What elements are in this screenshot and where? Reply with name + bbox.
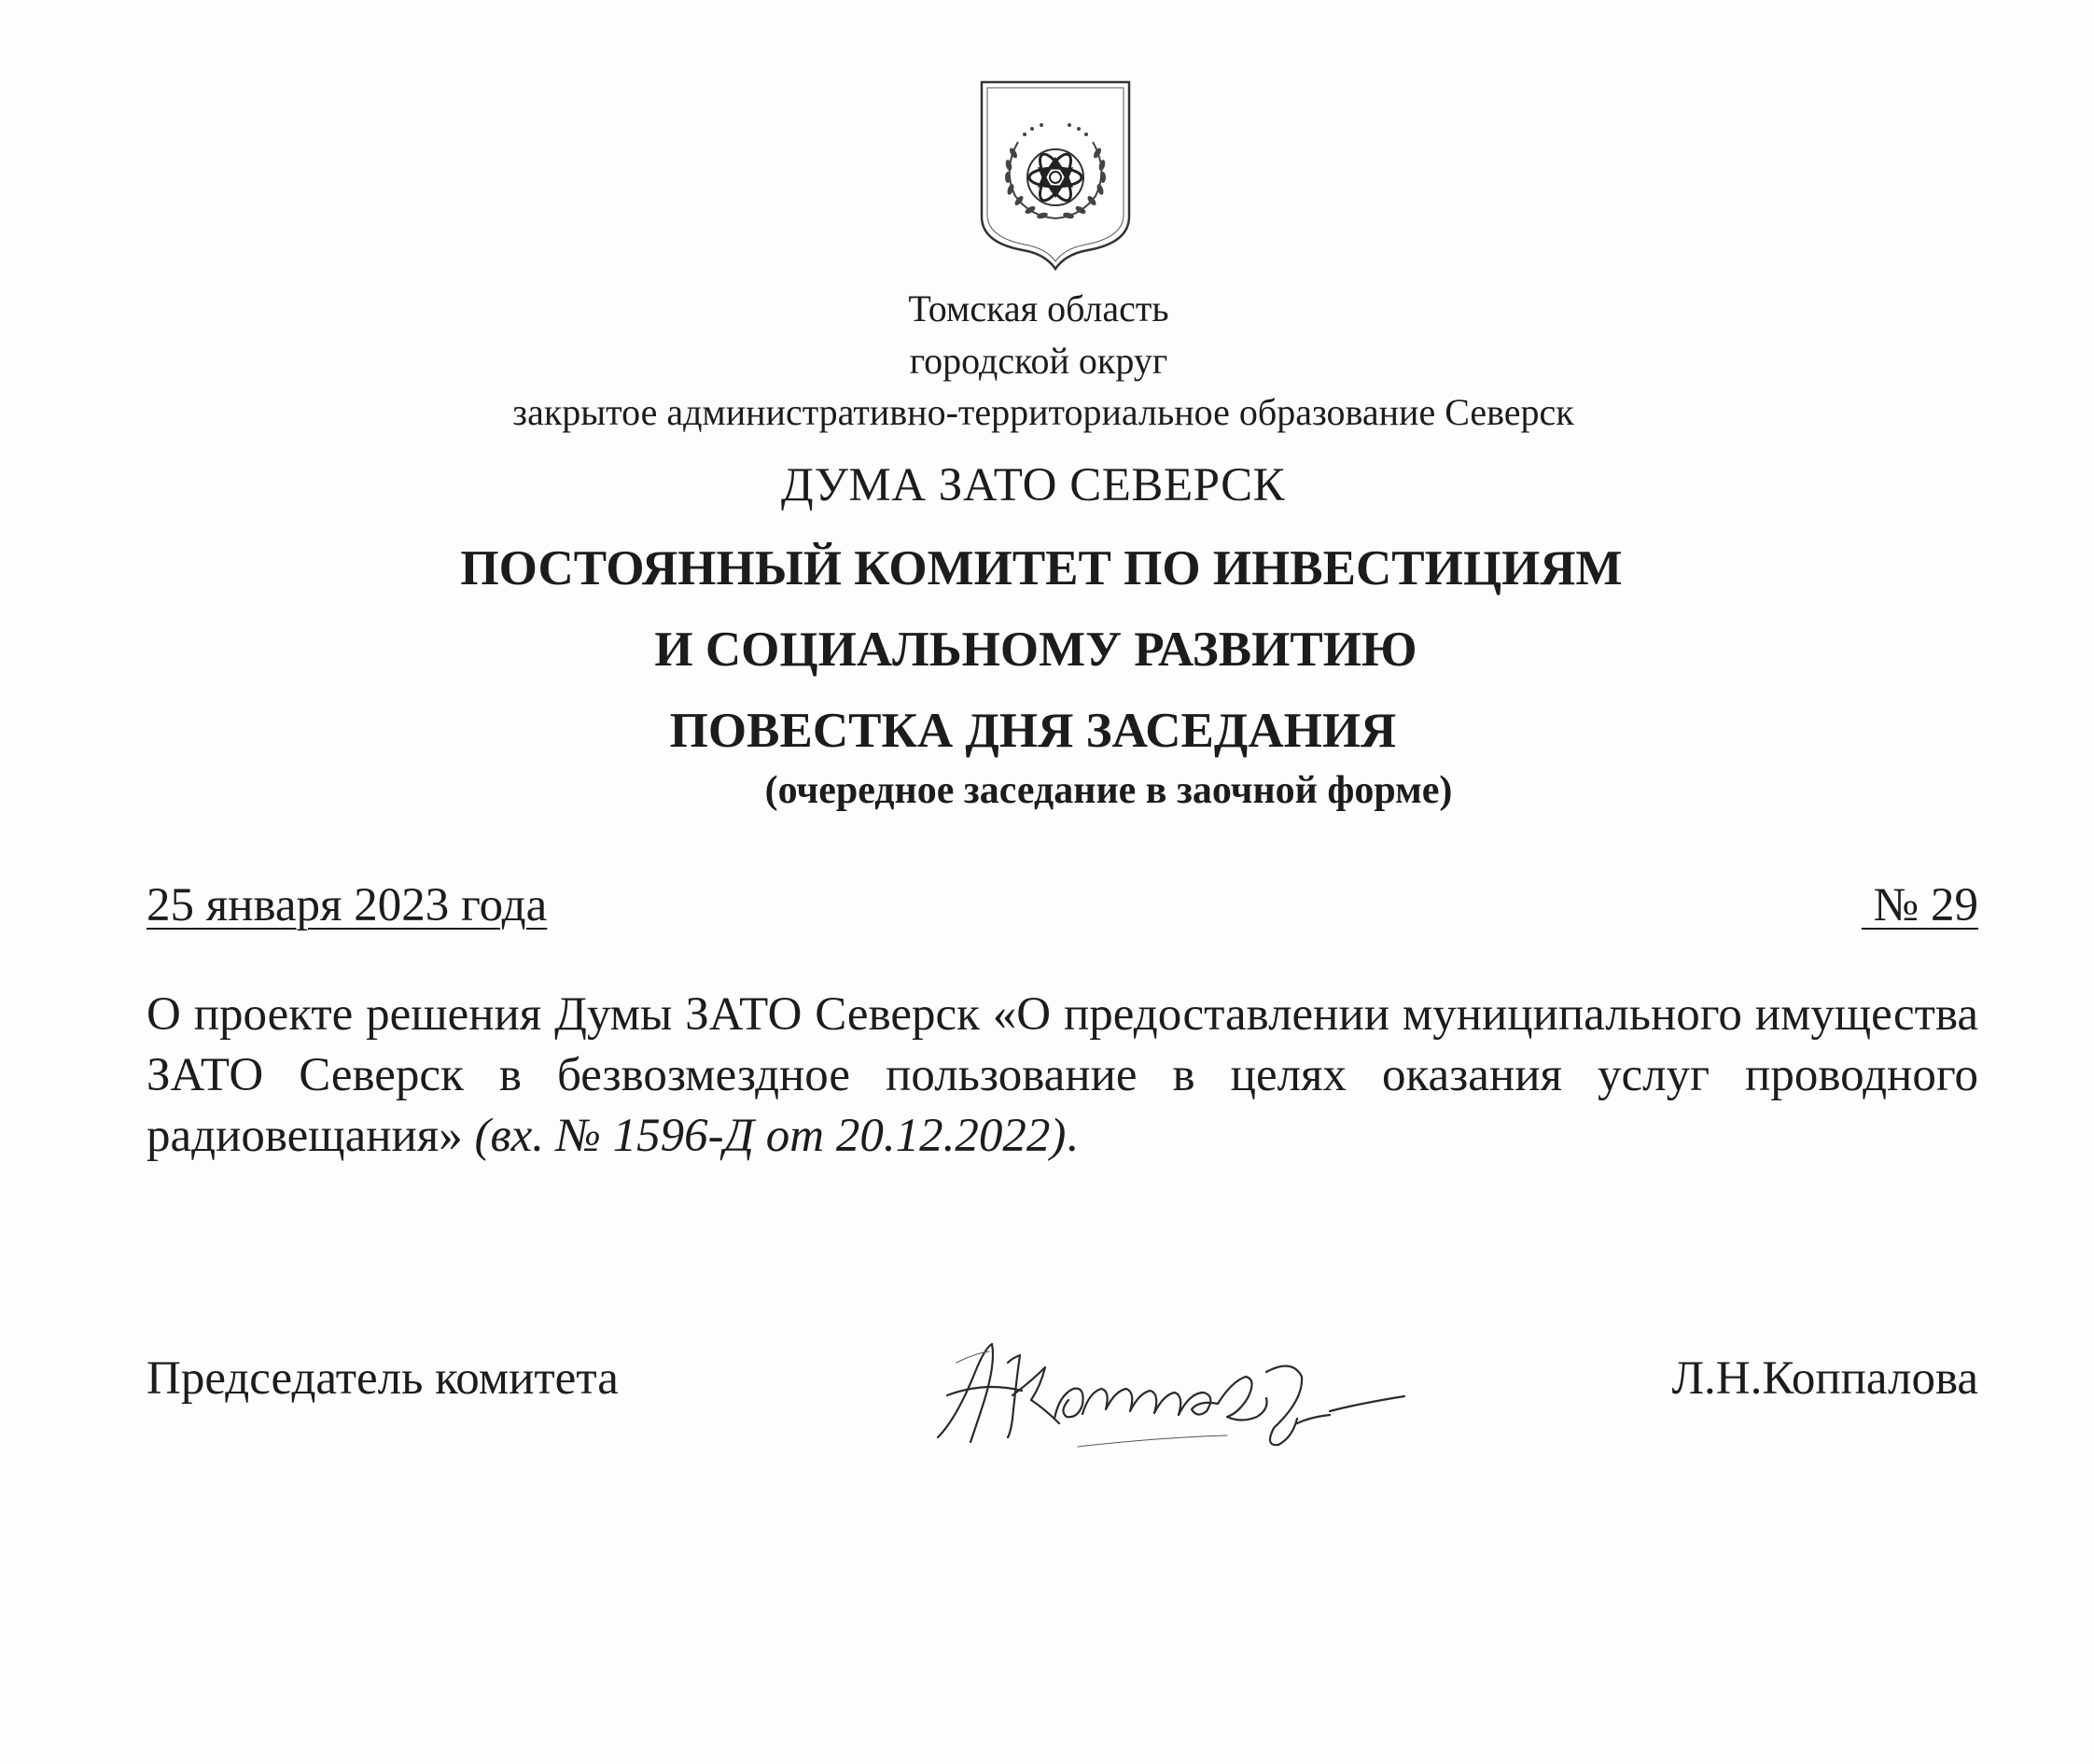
incoming-reference: (вх. № 1596-Д от 20.12.2022) xyxy=(474,1110,1067,1162)
meeting-date: 25 января 2023 года xyxy=(147,879,548,931)
agenda-item-text: О проекте решения Думы ЗАТО Северск «О предоставлении муниципального имущества ЗАТО Северск в безвозмездное пользование в целях оказания услуг проводного радиовещания» xyxy=(147,988,1978,1162)
formation-text: закрытое административно-территориальное образование Северск xyxy=(512,391,1574,433)
agenda-subtitle-text: (очередное заседание в заочной форме) xyxy=(764,769,1453,812)
signer-role: Председатель комитета xyxy=(147,1352,619,1405)
duma-title xyxy=(0,457,2094,513)
region-text: Томская область xyxy=(908,287,1169,329)
committee-title-line1 xyxy=(0,539,2094,597)
coat-of-arms-icon xyxy=(976,77,1135,273)
district-text: городской округ xyxy=(909,340,1168,382)
agenda-subtitle xyxy=(0,767,2094,814)
agenda-title-text: ПОВЕСТКА ДНЯ ЗАСЕДАНИЯ xyxy=(669,704,1397,758)
district-name xyxy=(0,339,2094,384)
committee-text-2: И СОЦИАЛЬНОМУ РАЗВИТИЮ xyxy=(654,623,1417,677)
committee-title-line2 xyxy=(0,621,2094,679)
committee-text-1: ПОСТОЯННЫЙ КОМИТЕТ ПО ИНВЕСТИЦИЯМ xyxy=(460,541,1623,595)
agenda-item xyxy=(147,985,1978,1167)
duma-text: ДУМА ЗАТО СЕВЕРСК xyxy=(780,459,1286,511)
signer-name: Л.Н.Коппалова xyxy=(1671,1352,1978,1405)
region-name xyxy=(0,287,2094,331)
agenda-item-end: . xyxy=(1066,1110,1079,1162)
handwritten-signature xyxy=(919,1307,1442,1465)
agenda-number: № 29 xyxy=(1861,879,1978,931)
formation-name xyxy=(0,390,2094,435)
agenda-title xyxy=(0,702,2094,760)
